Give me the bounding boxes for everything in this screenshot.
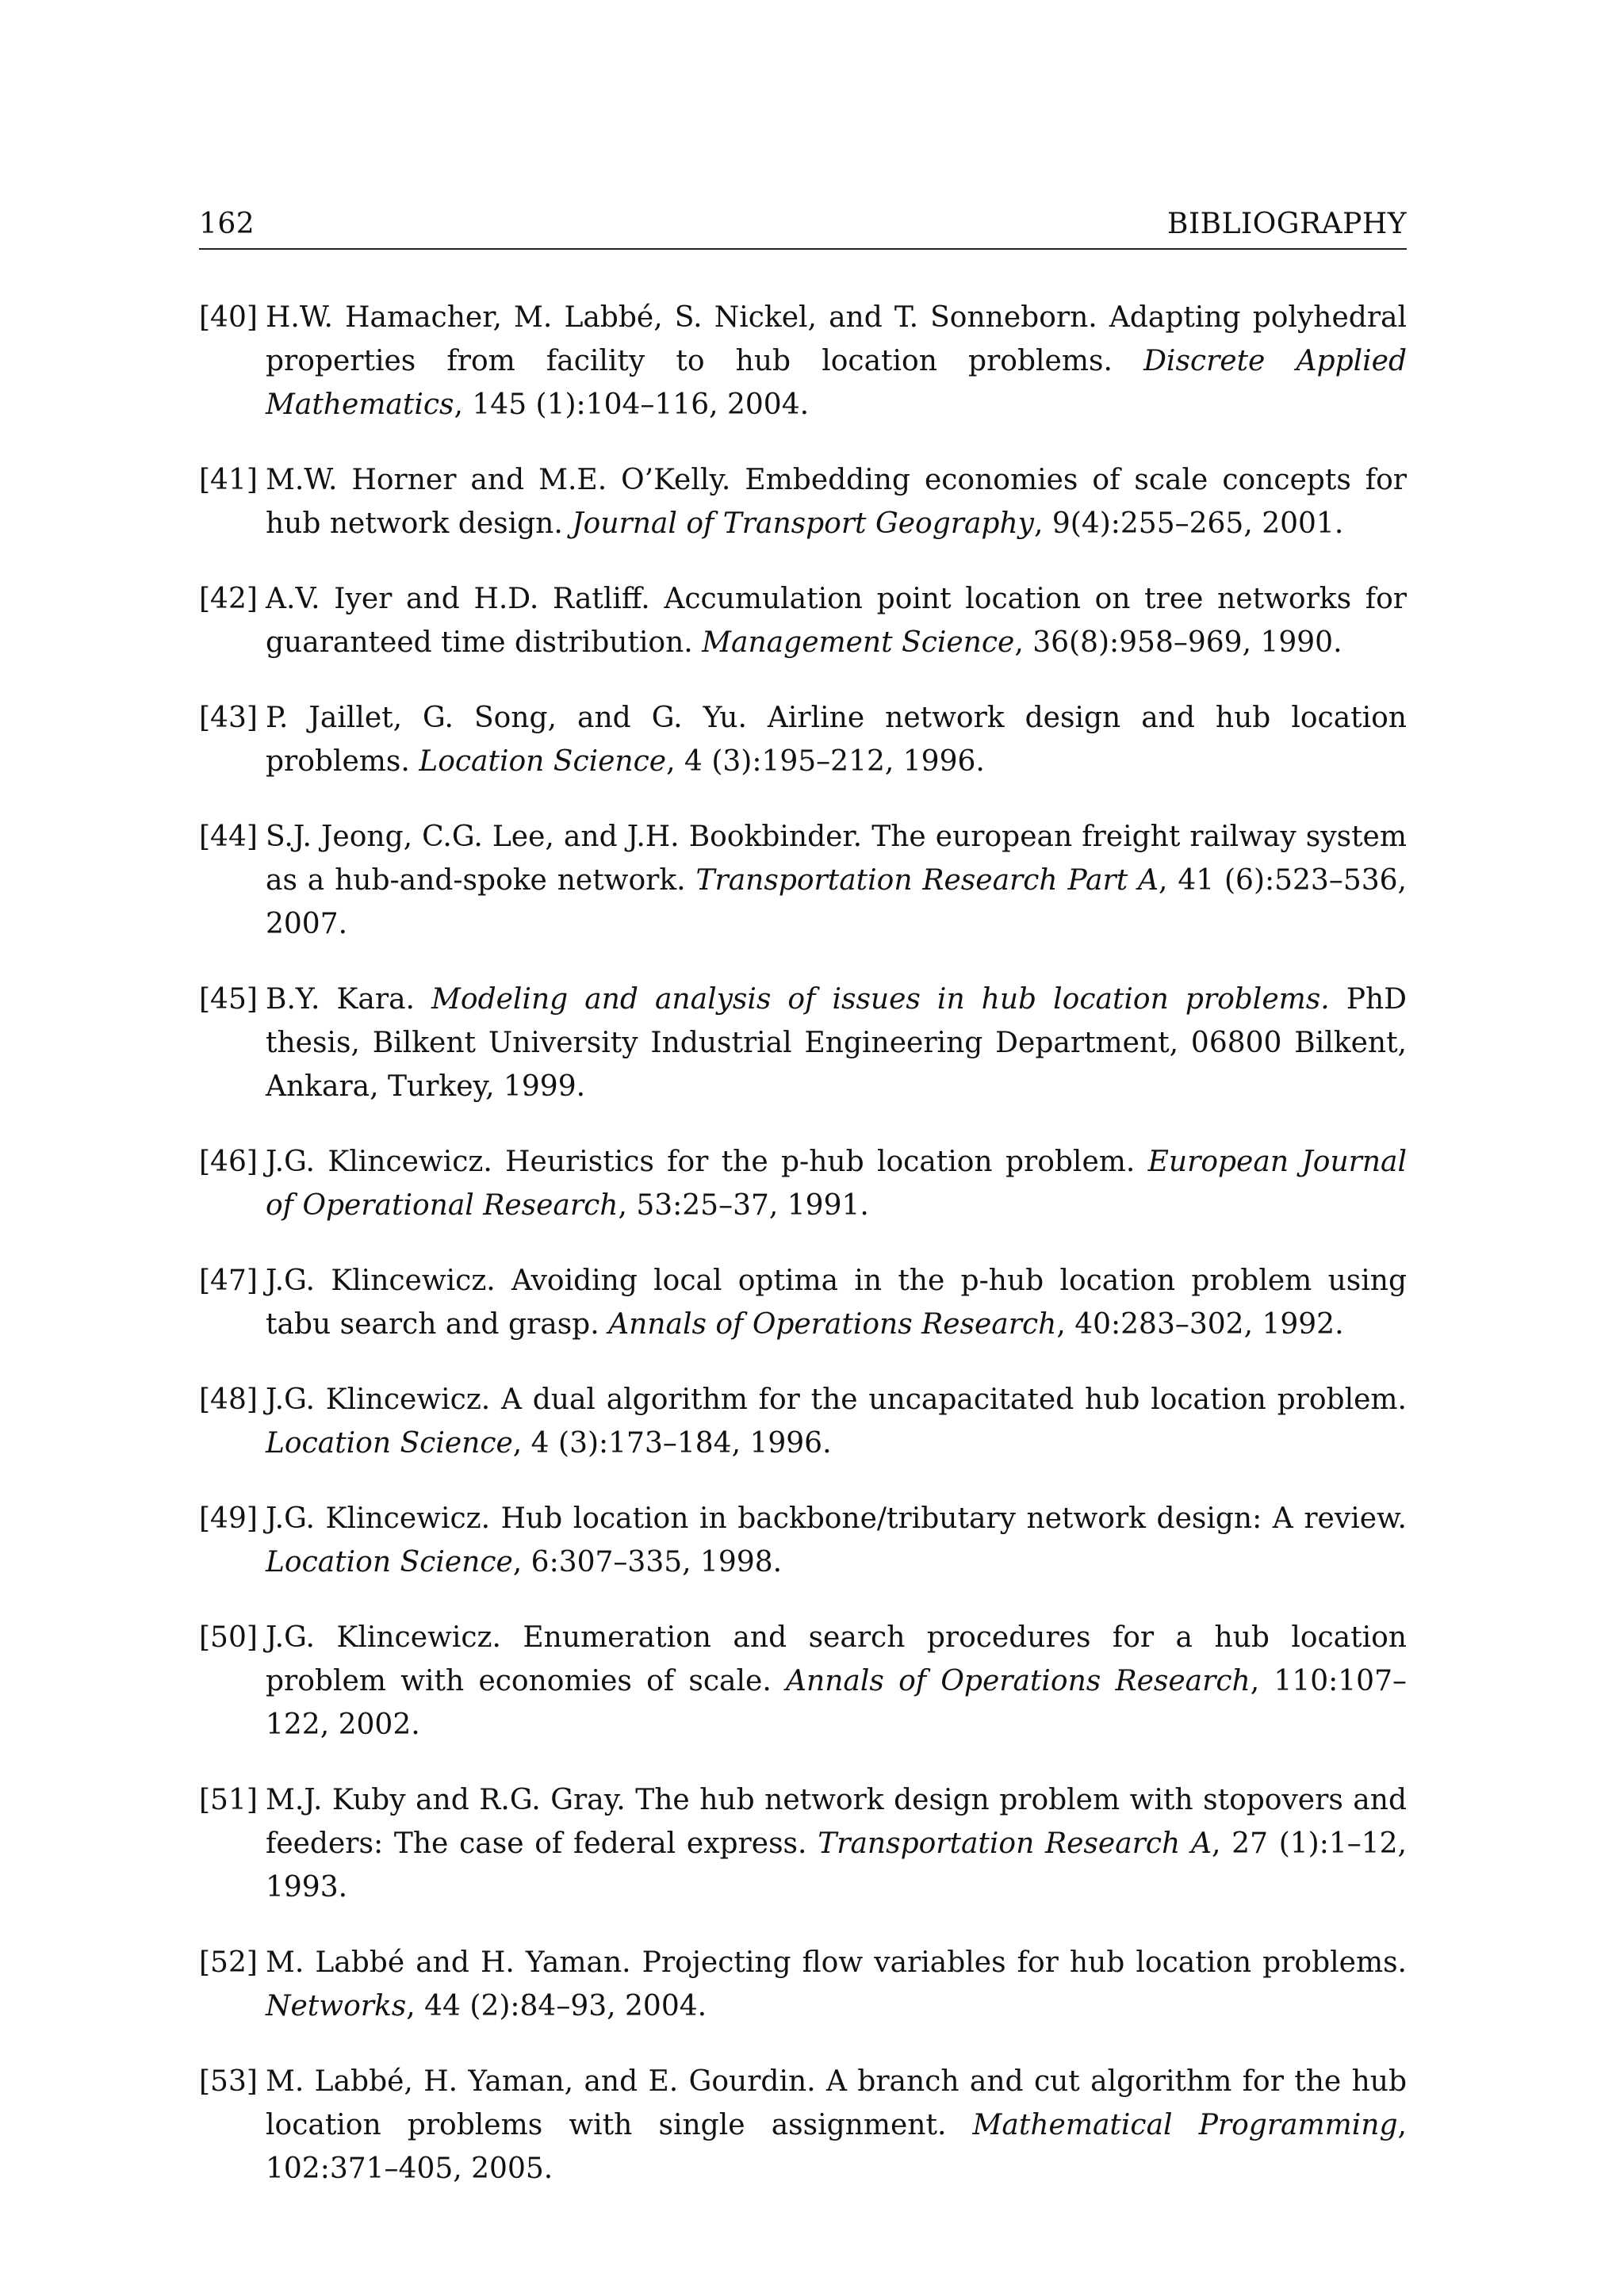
reference-venue: Transportation Research A — [818, 1827, 1212, 1860]
reference-number: [42] — [199, 583, 258, 615]
reference-text — [266, 696, 1407, 783]
reference-number: [51] — [199, 1784, 258, 1816]
reference-item — [199, 1778, 1407, 1909]
reference-text — [266, 296, 1407, 427]
reference-item — [199, 978, 1407, 1108]
reference-details: , 36(8):958–969, 1990. — [1014, 626, 1342, 659]
reference-authors-title: J.G. Klincewicz. A dual algorithm for the uncapacitated hub location problem. — [266, 1383, 1407, 1416]
reference-number: [40] — [199, 301, 258, 334]
reference-details: PhD thesis, Bilkent University Industrial Engineering Department, 06800 Bilkent, Ankara, Turkey, 1999. — [266, 983, 1408, 1103]
reference-text — [266, 1140, 1407, 1227]
reference-authors-title: H.W. Hamacher, M. Labbé, S. Nickel, and T. Sonneborn. Adapting polyhedral properties from facility to hub location problems. — [266, 301, 1407, 377]
reference-item — [199, 1497, 1407, 1584]
reference-details: , 110:107–122, 2002. — [266, 1665, 1407, 1741]
reference-venue: European Journal of Operational Research — [266, 1146, 1407, 1222]
reference-details: , 9(4):255–265, 2001. — [1033, 507, 1344, 540]
reference-item — [199, 1259, 1407, 1346]
reference-text — [266, 1778, 1407, 1909]
reference-venue: Networks — [266, 1990, 407, 2022]
reference-number: [53] — [199, 2065, 258, 2098]
reference-item — [199, 1941, 1407, 2028]
reference-authors-title: J.G. Klincewicz. Enumeration and search procedures for a hub location problem with economies of scale. — [266, 1621, 1407, 1697]
reference-venue: Annals of Operations Research — [786, 1665, 1251, 1697]
reference-venue: Discrete Applied Mathematics — [266, 345, 1407, 421]
reference-authors-title: J.G. Klincewicz. Avoiding local optima in the p-hub location problem using tabu search and grasp. — [266, 1265, 1407, 1341]
reference-details: , 44 (2):84–93, 2004. — [406, 1990, 707, 2022]
running-header — [199, 208, 1407, 250]
reference-item — [199, 458, 1407, 545]
reference-authors-title: P. Jaillet, G. Song, and G. Yu. Airline network design and hub location problems. — [266, 702, 1407, 778]
reference-item — [199, 577, 1407, 664]
reference-item — [199, 1140, 1407, 1227]
reference-number: [52] — [199, 1946, 258, 1979]
reference-authors-title: M. Labbé, H. Yaman, and E. Gourdin. A branch and cut algorithm for the hub location problems with single assignment. — [266, 2065, 1407, 2141]
reference-venue: Location Science — [419, 745, 667, 778]
reference-text — [266, 978, 1407, 1108]
reference-number: [47] — [199, 1265, 258, 1297]
reference-number: [43] — [199, 702, 258, 734]
reference-text — [266, 2060, 1407, 2191]
reference-text — [266, 1616, 1407, 1747]
reference-venue: Management Science — [702, 626, 1015, 659]
reference-number: [48] — [199, 1383, 258, 1416]
reference-details: , 4 (3):173–184, 1996. — [512, 1427, 832, 1460]
reference-authors-title: B.Y. Kara. — [266, 983, 432, 1016]
reference-venue: Modeling and analysis of issues in hub location problems. — [431, 983, 1330, 1016]
reference-details: , 102:371–405, 2005. — [266, 2109, 1407, 2185]
reference-text — [266, 1941, 1407, 2028]
reference-details: , 40:283–302, 1992. — [1056, 1308, 1344, 1341]
reference-authors-title: S.J. Jeong, C.G. Lee, and J.H. Bookbinder. The european freight railway system as a hub-and-spoke network. — [266, 821, 1407, 897]
reference-venue: Location Science — [266, 1546, 513, 1578]
reference-item — [199, 815, 1407, 946]
reference-authors-title: J.G. Klincewicz. Hub location in backbone/tributary network design: A review. — [266, 1502, 1407, 1535]
reference-authors-title: M.J. Kuby and R.G. Gray. The hub network design problem with stopovers and feeders: The case of federal express. — [266, 1784, 1407, 1860]
section-title: BIBLIOGRAPHY — [1166, 208, 1407, 240]
reference-text — [266, 458, 1407, 545]
reference-number: [44] — [199, 821, 258, 853]
reference-text — [266, 1497, 1407, 1584]
page-number: 162 — [199, 208, 255, 240]
reference-authors-title: M. Labbé and H. Yaman. Projecting flow variables for hub location problems. — [266, 1946, 1407, 1979]
reference-item — [199, 296, 1407, 427]
reference-text — [266, 577, 1407, 664]
reference-authors-title: J.G. Klincewicz. Heuristics for the p-hub location problem. — [266, 1146, 1148, 1178]
reference-number: [41] — [199, 464, 258, 496]
reference-number: [50] — [199, 1621, 258, 1654]
reference-details: , 27 (1):1–12, 1993. — [266, 1827, 1407, 1904]
reference-venue: Location Science — [266, 1427, 513, 1460]
reference-item — [199, 1616, 1407, 1747]
reference-details: , 4 (3):195–212, 1996. — [666, 745, 985, 778]
reference-details: , 145 (1):104–116, 2004. — [454, 388, 810, 421]
reference-number: [46] — [199, 1146, 258, 1178]
reference-item — [199, 696, 1407, 783]
reference-list — [199, 296, 1407, 2191]
reference-text — [266, 815, 1407, 946]
reference-venue: Journal of Transport Geography — [572, 507, 1034, 540]
reference-details: , 41 (6):523–536, 2007. — [266, 864, 1407, 940]
reference-authors-title: A.V. Iyer and H.D. Ratliff. Accumulation point location on tree networks for guaranteed time distribution. — [266, 583, 1407, 659]
reference-venue: Transportation Research Part A — [695, 864, 1159, 897]
reference-text — [266, 1259, 1407, 1346]
reference-authors-title: M.W. Horner and M.E. O’Kelly. Embedding economies of scale concepts for hub network design. — [266, 464, 1407, 540]
reference-item — [199, 2060, 1407, 2191]
reference-venue: Mathematical Programming — [972, 2109, 1398, 2141]
reference-details: , 6:307–335, 1998. — [512, 1546, 783, 1578]
reference-number: [45] — [199, 983, 258, 1016]
reference-text — [266, 1378, 1407, 1465]
reference-venue: Annals of Operations Research — [608, 1308, 1057, 1341]
reference-number: [49] — [199, 1502, 258, 1535]
reference-item — [199, 1378, 1407, 1465]
reference-details: , 53:25–37, 1991. — [618, 1189, 869, 1222]
page — [199, 208, 1407, 2222]
